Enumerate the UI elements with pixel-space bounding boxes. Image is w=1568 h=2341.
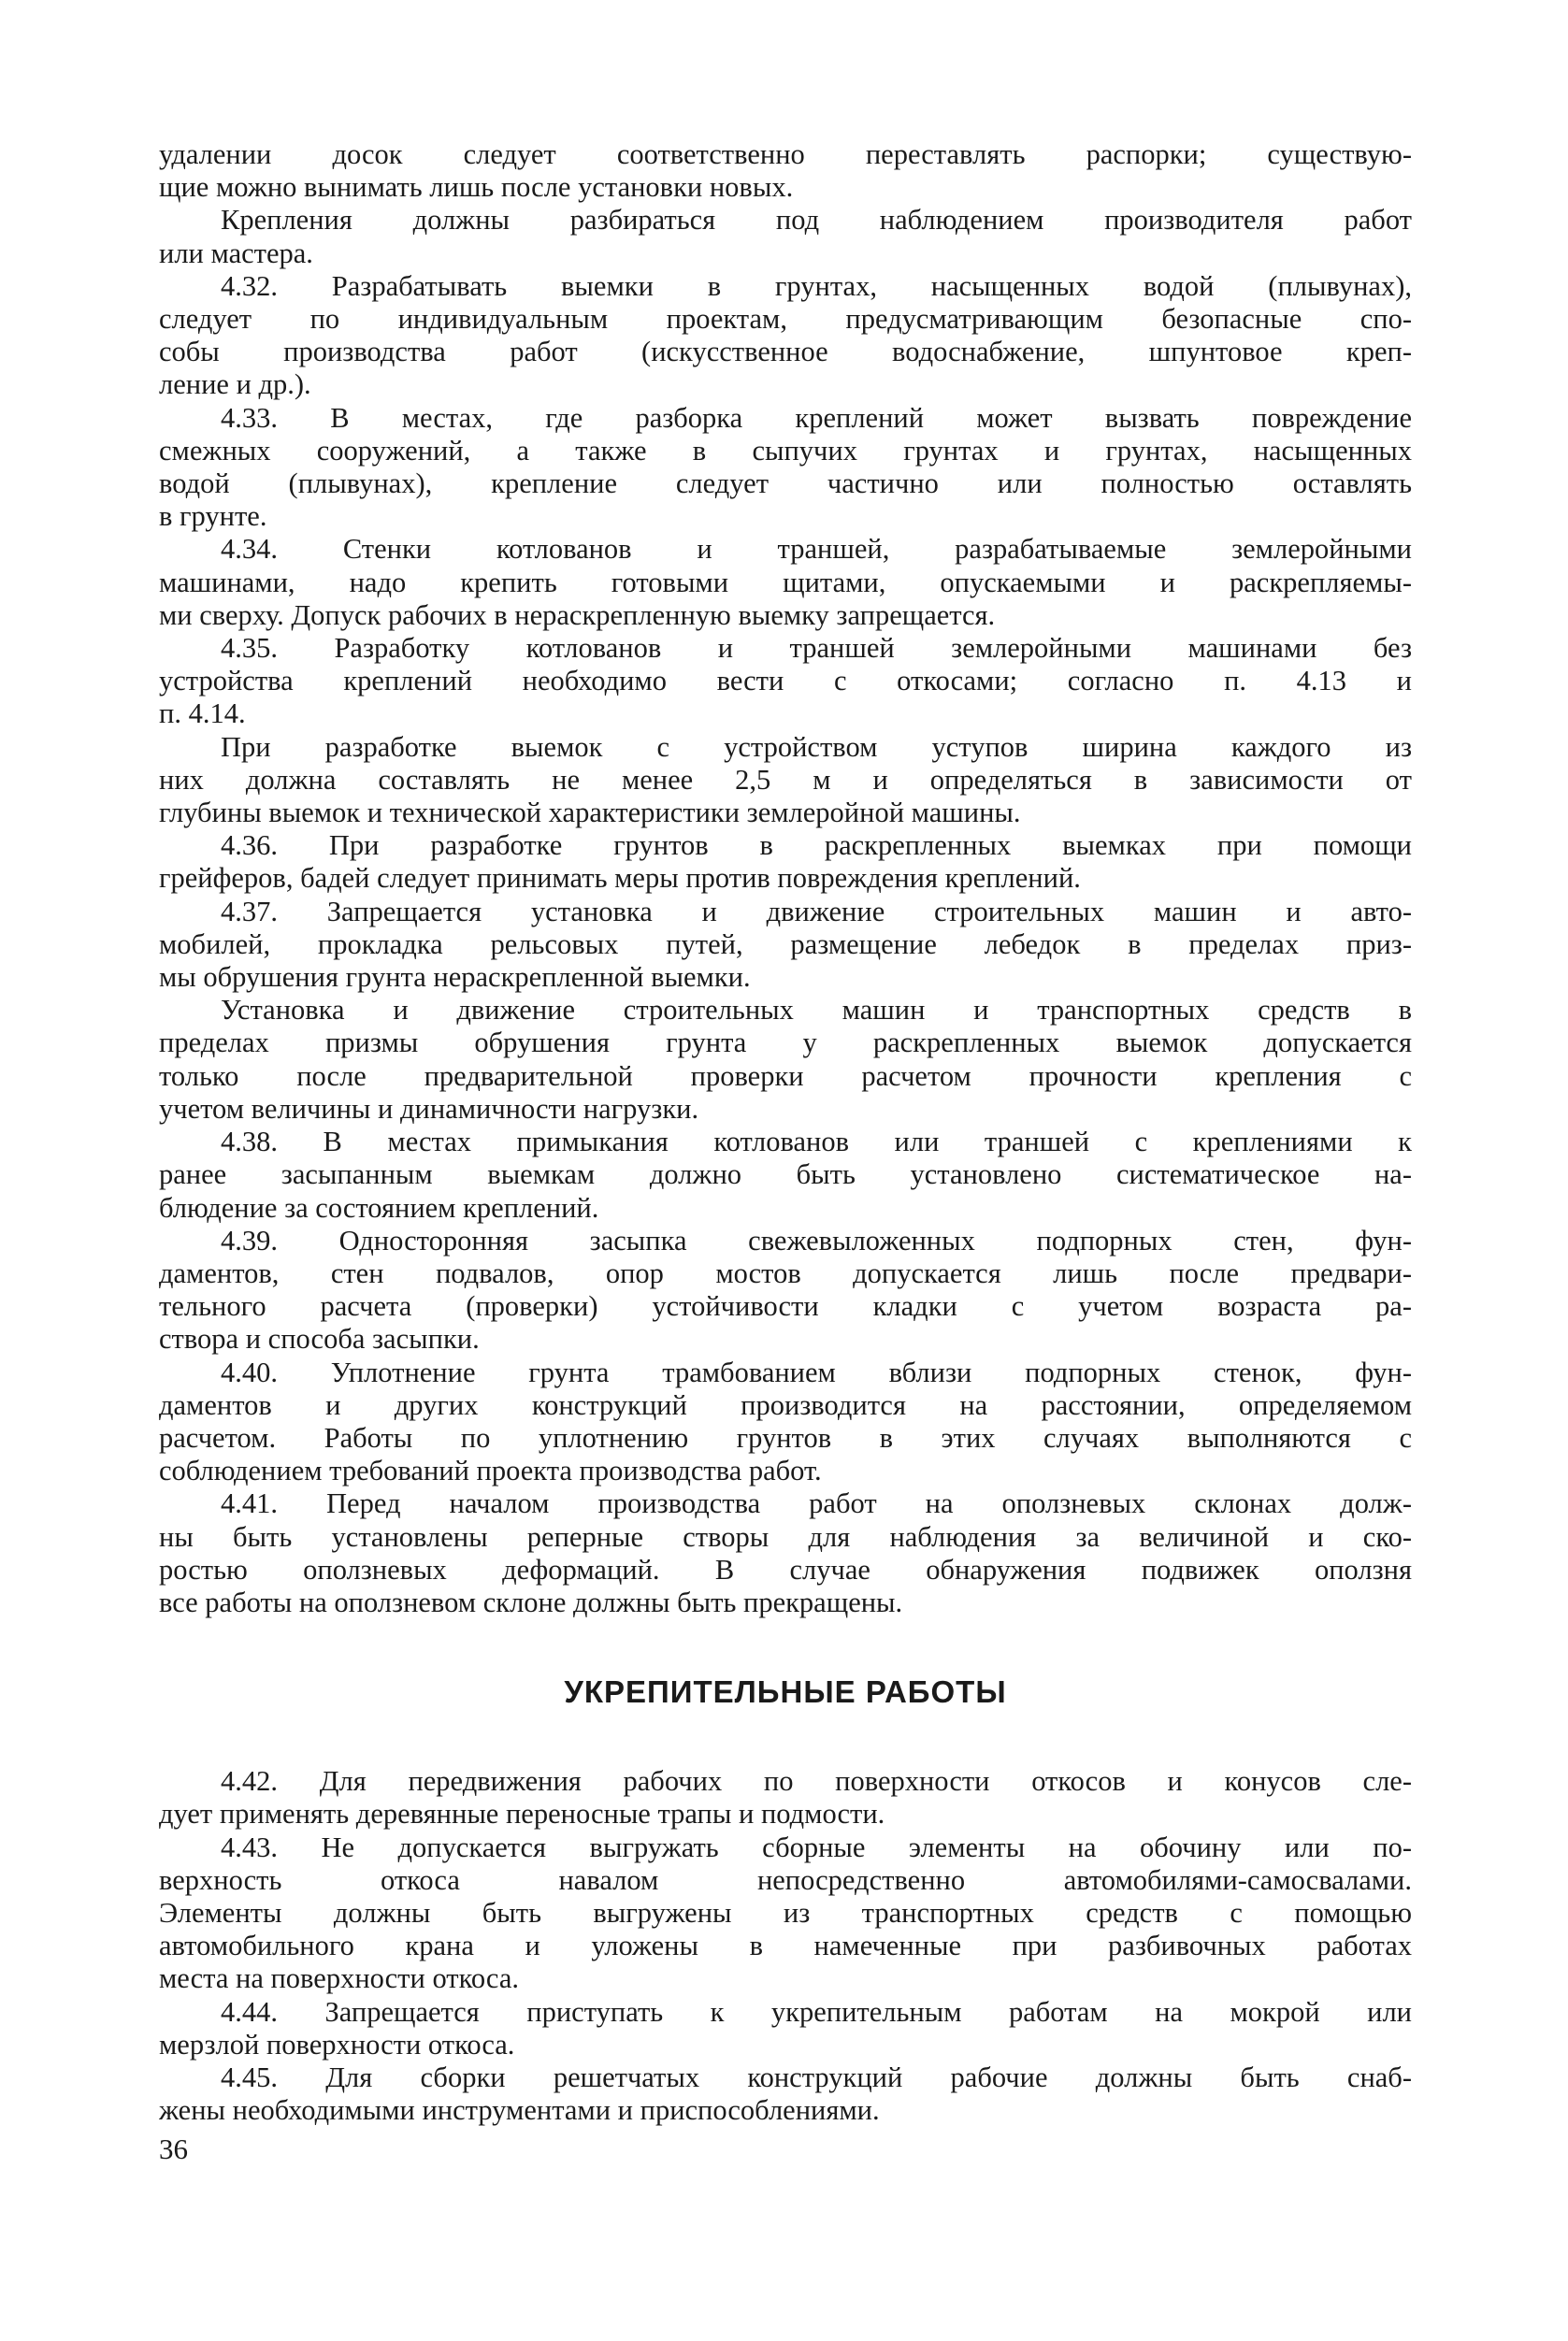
text-line: При разработке выемок с устройством уступов ширина каждого из xyxy=(221,730,1412,763)
body-text-bottom xyxy=(159,1765,1412,2127)
text-line: только после предварительной проверки расчетом прочности крепления с xyxy=(159,1059,1412,1092)
text-line: соблюдением требований проекта производства работ. xyxy=(159,1455,822,1487)
page-number: 36 xyxy=(159,2133,188,2166)
text-line: 4.44. Запрещается приступать к укрепительным работам на мокрой или xyxy=(221,1995,1412,2028)
text-line: пределах призмы обрушения грунта у раскрепленных выемок допускается xyxy=(159,1027,1412,1059)
text-line: 4.33. В местах, где разборка креплений может вызвать повреждение xyxy=(221,401,1412,434)
text-line: ростью оползневых деформаций. В случае обнаружения подвижек оползня xyxy=(159,1553,1412,1586)
section-heading: УКРЕПИТЕЛЬНЫЕ РАБОТЫ xyxy=(564,1674,1007,1710)
text-line: 4.32. Разрабатывать выемки в грунтах, насыщенных водой (плывунах), xyxy=(221,269,1412,302)
text-line: верхность откоса навалом непосредственно автомобилями-самосвалами. xyxy=(159,1863,1412,1896)
text-line: створа и способа засыпки. xyxy=(159,1323,480,1356)
text-line: места на поверхности откоса. xyxy=(159,1962,519,1995)
text-line: машинами, надо крепить готовыми щитами, опускаемыми и раскрепляемы- xyxy=(159,566,1412,598)
text-line: 4.41. Перед началом производства работ на оползневых склонах долж- xyxy=(221,1487,1412,1520)
text-line: Элементы должны быть выгружены из транспортных средств с помощью xyxy=(159,1896,1412,1929)
text-line: п. 4.14. xyxy=(159,697,246,730)
text-line: расчетом. Работы по уплотнению грунтов в этих случаях выполняются с xyxy=(159,1421,1412,1454)
text-line: грейферов, бадей следует принимать меры против повреждения креплений. xyxy=(159,862,1081,895)
text-line: блюдение за состоянием креплений. xyxy=(159,1191,599,1224)
text-line: тельного расчета (проверки) устойчивости кладки с учетом возраста ра- xyxy=(159,1290,1412,1323)
text-line: 4.38. В местах примыкания котлованов или траншей с креплениями к xyxy=(221,1126,1412,1158)
text-line: 4.36. При разработке грунтов в раскрепленных выемках при помощи xyxy=(221,829,1412,862)
text-line: щие можно вынимать лишь после установки новых. xyxy=(159,171,794,204)
text-line: все работы на оползневом склоне должны быть прекращены. xyxy=(159,1586,903,1618)
text-line: глубины выемок и технической характеристики землеройной машины. xyxy=(159,797,1021,829)
text-line: жены необходимыми инструментами и приспособлениями. xyxy=(159,2094,880,2127)
text-line: учетом величины и динамичности нагрузки. xyxy=(159,1092,699,1125)
text-line: дует применять деревянные переносные трапы и подмости. xyxy=(159,1798,885,1831)
text-line: 4.43. Не допускается выгружать сборные элементы на обочину или по- xyxy=(221,1831,1412,1863)
document-page xyxy=(159,138,1412,2166)
text-line: в грунте. xyxy=(159,500,267,533)
text-line: 4.42. Для передвижения рабочих по поверхности откосов и конусов сле- xyxy=(221,1765,1412,1798)
text-line: собы производства работ (искусственное водоснабжение, шпунтовое креп- xyxy=(159,336,1412,368)
text-line: устройства креплений необходимо вести с откосами; согласно п. 4.13 и xyxy=(159,665,1412,697)
text-line: 4.34. Стенки котлованов и траншей, разрабатываемые землеройными xyxy=(221,533,1412,566)
text-line: Крепления должны разбираться под наблюдением производителя работ xyxy=(221,204,1412,237)
text-line: удалении досок следует соответственно переставлять распорки; существую- xyxy=(159,138,1412,170)
text-line: 4.35. Разработку котлованов и траншей землеройными машинами без xyxy=(221,632,1412,665)
text-line: 4.45. Для сборки решетчатых конструкций рабочие должны быть снаб- xyxy=(221,2061,1412,2093)
text-line: ны быть установлены реперные створы для наблюдения за величиной и ско- xyxy=(159,1520,1412,1553)
text-line: даментов, стен подвалов, опор мостов допускается лишь после предвари- xyxy=(159,1257,1412,1289)
text-line: мобилей, прокладка рельсовых путей, размещение лебедок в пределах приз- xyxy=(159,927,1412,960)
text-line: 4.40. Уплотнение грунта трамбованием вблизи подпорных стенок, фун- xyxy=(221,1356,1412,1388)
text-line: мерзлой поверхности откоса. xyxy=(159,2028,515,2061)
text-line: автомобильного крана и уложены в намеченные при разбивочных работах xyxy=(159,1930,1412,1962)
text-line: 4.39. Односторонняя засыпка свежевыложенных подпорных стен, фун- xyxy=(221,1224,1412,1257)
body-text-top xyxy=(159,138,1412,1619)
text-line: ление и др.). xyxy=(159,368,311,401)
text-line: мы обрушения грунта нераскрепленной выемки. xyxy=(159,961,751,994)
text-line: или мастера. xyxy=(159,237,313,269)
text-line: водой (плывунах), крепление следует частично или полностью оставлять xyxy=(159,467,1412,500)
text-line: даментов и других конструкций производится на расстоянии, определяемом xyxy=(159,1388,1412,1421)
text-line: 4.37. Запрещается установка и движение строительных машин и авто- xyxy=(221,895,1412,927)
text-line: смежных сооружений, а также в сыпучих грунтах и грунтах, насыщенных xyxy=(159,434,1412,467)
text-line: ми сверху. Допуск рабочих в нераскрепленную выемку запрещается. xyxy=(159,598,996,631)
text-line: следует по индивидуальным проектам, предусматривающим безопасные спо- xyxy=(159,303,1412,336)
text-line: них должна составлять не менее 2,5 м и определяться в зависимости от xyxy=(159,763,1412,796)
text-line: Установка и движение строительных машин и транспортных средств в xyxy=(221,994,1412,1027)
text-line: ранее засыпанным выемкам должно быть установлено систематическое на- xyxy=(159,1158,1412,1191)
